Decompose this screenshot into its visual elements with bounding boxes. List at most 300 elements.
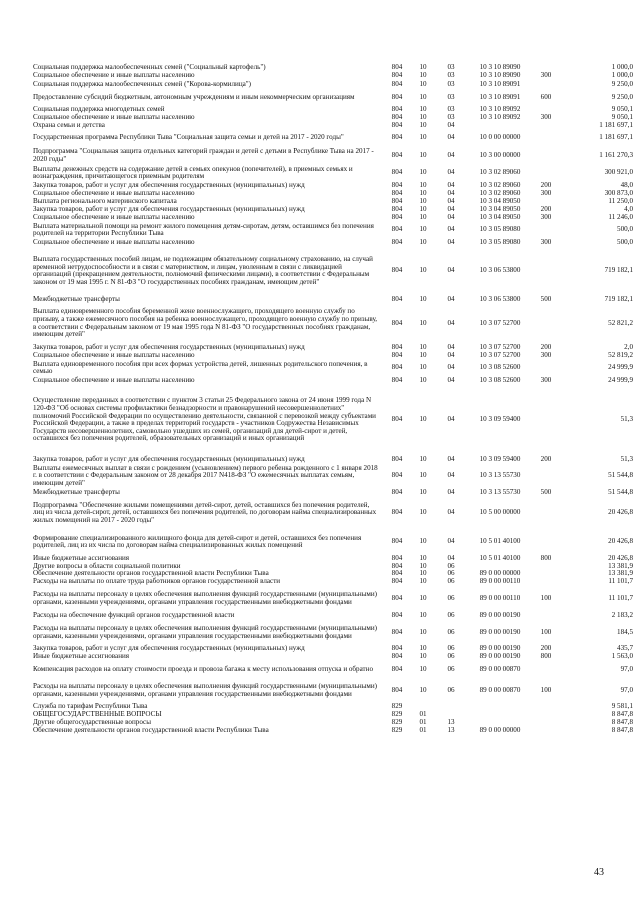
amount: 9 050,1: [611, 113, 633, 122]
admin-code: 804: [391, 79, 403, 88]
section-code: 10: [419, 644, 427, 653]
section-code: 10: [419, 105, 427, 114]
row-name: Компенсация расходов на оплату стоимости проезда и провоза багажа к месту использования отпуска и обратно: [33, 664, 373, 673]
subsection-code: 04: [447, 225, 455, 234]
section-code: 10: [419, 133, 427, 142]
table-row: [33, 114, 633, 122]
subsection-code: 04: [447, 196, 455, 205]
table-row: [33, 611, 633, 620]
table-row: [33, 352, 633, 360]
section-code: 10: [419, 150, 427, 159]
row-name: Социальное обеспечение и иные выплаты населению: [33, 188, 195, 197]
section-code: 10: [419, 266, 427, 275]
amount: 13 381,9: [608, 569, 633, 578]
amount: 51,3: [620, 454, 633, 463]
amount: 52 819,2: [608, 350, 633, 359]
amount: 435,7: [617, 644, 633, 653]
target-item-code: 10 3 09 59400: [479, 415, 521, 424]
subsection-code: 06: [447, 652, 455, 661]
amount: 11 101,7: [608, 577, 633, 586]
amount: 11 250,0: [608, 196, 633, 205]
admin-code: 804: [391, 644, 403, 653]
section-code: 10: [419, 487, 427, 496]
target-item-code: 10 3 05 89080: [479, 225, 521, 234]
expense-type-code: 800: [540, 652, 552, 661]
subsection-code: 03: [447, 71, 455, 80]
expense-type-code: 500: [540, 294, 552, 303]
section-code: 10: [419, 180, 427, 189]
subsection-code: 03: [447, 105, 455, 114]
admin-code: 804: [391, 237, 403, 246]
amount: 8 847,8: [611, 710, 633, 719]
admin-code: 804: [391, 415, 403, 424]
table-row: [33, 214, 633, 222]
admin-code: 804: [391, 537, 403, 546]
table-row: [33, 89, 633, 106]
admin-code: 804: [391, 196, 403, 205]
amount: 52 821,2: [608, 318, 633, 327]
section-code: 10: [419, 294, 427, 303]
amount: 2 183,2: [611, 610, 633, 619]
subsection-code: 03: [447, 63, 455, 72]
target-item-code: 10 3 07 52700: [479, 342, 521, 351]
admin-code: 829: [391, 702, 403, 711]
row-name: Иные бюджетные ассигнования: [33, 553, 130, 562]
table-row: [33, 489, 633, 497]
admin-code: 804: [391, 318, 403, 327]
target-item-code: 10 3 10 89092: [479, 105, 521, 114]
amount: 500,0: [617, 237, 633, 246]
section-code: 10: [419, 415, 427, 424]
section-code: 10: [419, 685, 427, 694]
target-item-code: 10 3 05 89080: [479, 237, 521, 246]
section-code: 10: [419, 375, 427, 384]
admin-code: 804: [391, 133, 403, 142]
amount: 1 181 697,1: [599, 133, 633, 142]
row-name: Выплата единовременного пособия беременной жене военнослужащего, проходящего военную службу по призыву, а также ежемесячного пособия на ребенка военнослужащего, проходящего военную службу по призыву, в соответствии с Федеральным законом от 19 мая 1995 года N 81-ФЗ "О государственных пособиях гражданам, имеющим детей": [33, 307, 378, 339]
target-item-code: 10 5 00 00000: [479, 508, 521, 517]
target-item-code: 10 3 09 59400: [479, 454, 521, 463]
amount: 97,0: [620, 664, 633, 673]
section-code: 10: [419, 63, 427, 72]
amount: 2,0: [624, 342, 633, 351]
amount: 13 381,9: [608, 561, 633, 570]
table-row: [33, 296, 633, 304]
section-code: 10: [419, 188, 427, 197]
admin-code: 804: [391, 487, 403, 496]
target-item-code: 10 3 10 89090: [479, 63, 521, 72]
admin-code: 804: [391, 664, 403, 673]
target-item-code: 10 3 10 89091: [479, 79, 521, 88]
row-name: Социальная поддержка многодетных семей: [33, 105, 165, 114]
amount: 24 999,9: [608, 375, 633, 384]
section-code: 10: [419, 204, 427, 213]
row-name: ОБЩЕГОСУДАРСТВЕННЫЕ ВОПРОСЫ: [33, 710, 162, 719]
section-code: 10: [419, 350, 427, 359]
target-item-code: 10 3 08 52600: [479, 363, 521, 372]
subsection-code: 04: [447, 342, 455, 351]
subsection-code: 13: [447, 718, 455, 727]
row-name: Охрана семьи и детства: [33, 121, 105, 129]
subsection-code: 04: [447, 168, 455, 177]
section-code: 10: [419, 121, 427, 129]
section-code: 10: [419, 652, 427, 661]
row-name: Государственная программа Республики Тыва "Социальная защита семьи и детей на 2017 - 2020 годы": [33, 133, 344, 142]
expense-type-code: 100: [540, 627, 552, 636]
row-name: Закупка товаров, работ и услуг для обеспечения государственных (муниципальных) нужд: [33, 342, 305, 351]
subsection-code: 06: [447, 569, 455, 578]
admin-code: 804: [391, 105, 403, 114]
amount: 1 000,0: [611, 71, 633, 80]
subsection-code: 04: [447, 133, 455, 142]
table-row: [33, 360, 633, 377]
target-item-code: 10 3 10 89090: [479, 71, 521, 80]
admin-code: 804: [391, 225, 403, 234]
admin-code: 829: [391, 710, 403, 719]
expense-type-code: 300: [540, 375, 552, 384]
subsection-code: 04: [447, 454, 455, 463]
row-name: Закупка товаров, работ и услуг для обеспечения государственных (муниципальных) нужд: [33, 204, 305, 213]
section-code: 10: [419, 627, 427, 636]
admin-code: 804: [391, 593, 403, 602]
subsection-code: 04: [447, 121, 455, 129]
target-item-code: 89 0 00 00190: [479, 610, 521, 619]
amount: 51,3: [620, 415, 633, 424]
subsection-code: 03: [447, 79, 455, 88]
admin-code: 804: [391, 553, 403, 562]
amount: 1 000,0: [611, 63, 633, 72]
row-name: Межбюджетные трансферты: [33, 487, 120, 496]
section-code: 10: [419, 92, 427, 101]
subsection-code: 06: [447, 610, 455, 619]
target-item-code: 10 3 07 52700: [479, 318, 521, 327]
target-item-code: 10 3 06 53800: [479, 266, 521, 275]
subsection-code: 04: [447, 508, 455, 517]
table-row: [33, 239, 633, 247]
row-name: Социальное обеспечение и иные выплаты населению: [33, 113, 195, 122]
section-code: 10: [419, 569, 427, 578]
subsection-code: 04: [447, 471, 455, 480]
section-code: 10: [419, 471, 427, 480]
amount: 97,0: [620, 685, 633, 694]
target-item-code: 10 3 04 89050: [479, 196, 521, 205]
expense-type-code: 200: [540, 204, 552, 213]
subsection-code: 04: [447, 375, 455, 384]
target-item-code: 10 3 04 89050: [479, 204, 521, 213]
section-code: 10: [419, 168, 427, 177]
admin-code: 804: [391, 652, 403, 661]
target-item-code: 10 3 13 55730: [479, 471, 521, 480]
section-code: 01: [419, 710, 427, 719]
admin-code: 804: [391, 180, 403, 189]
target-item-code: 10 3 07 52700: [479, 350, 521, 359]
subsection-code: 04: [447, 487, 455, 496]
amount: 9 250,0: [611, 92, 633, 101]
admin-code: 804: [391, 471, 403, 480]
table-row: [33, 377, 633, 385]
amount: 20 426,8: [608, 508, 633, 517]
row-name: Выплата единовременного пособия при всех формах устройства детей, лишенных родительского попечения, в семью: [33, 359, 368, 376]
target-item-code: 89 0 00 00000: [479, 726, 521, 735]
admin-code: 804: [391, 454, 403, 463]
section-code: 01: [419, 718, 427, 727]
target-item-code: 89 0 00 00110: [479, 593, 521, 602]
admin-code: 804: [391, 266, 403, 275]
amount: 11 246,0: [608, 212, 633, 221]
amount: 51 544,8: [608, 487, 633, 496]
admin-code: 804: [391, 508, 403, 517]
section-code: 10: [419, 593, 427, 602]
row-name: Служба по тарифам Республики Тыва: [33, 702, 148, 711]
expense-type-code: 100: [540, 593, 552, 602]
table-row: [33, 147, 633, 165]
subsection-code: 03: [447, 92, 455, 101]
row-name: Социальное обеспечение и иные выплаты населению: [33, 350, 195, 359]
subsection-code: 06: [447, 685, 455, 694]
expense-type-code: 600: [540, 92, 552, 101]
expense-type-code: 200: [540, 342, 552, 351]
subsection-code: 06: [447, 561, 455, 570]
admin-code: 804: [391, 92, 403, 101]
section-code: 10: [419, 577, 427, 586]
subsection-code: 04: [447, 180, 455, 189]
admin-code: 804: [391, 168, 403, 177]
subsection-code: 04: [447, 537, 455, 546]
subsection-code: 06: [447, 593, 455, 602]
table-row: [33, 678, 633, 703]
target-item-code: 89 0 00 00870: [479, 685, 521, 694]
row-name: Расходы на выплаты персоналу в целях обеспечения выполнения функций государственными (муниципальными) органами, казенными учреждениями, органами управления государственными внебюджетными фондами: [33, 682, 378, 698]
target-item-code: 10 3 02 89060: [479, 188, 521, 197]
amount: 184,5: [617, 627, 633, 636]
expense-type-code: 300: [540, 71, 552, 80]
section-code: 10: [419, 561, 427, 570]
amount: 1 563,0: [611, 652, 633, 661]
amount: 9 581,1: [611, 702, 633, 711]
admin-code: 804: [391, 577, 403, 586]
section-code: 10: [419, 610, 427, 619]
target-item-code: 89 0 00 00190: [479, 652, 521, 661]
table-row: [33, 456, 633, 464]
table-row: [33, 80, 633, 89]
amount: 51 544,8: [608, 471, 633, 480]
subsection-code: 04: [447, 350, 455, 359]
table-row: [33, 122, 633, 130]
subsection-code: 06: [447, 577, 455, 586]
amount: 20 426,8: [608, 537, 633, 546]
subsection-code: 04: [447, 318, 455, 327]
row-name: Межбюджетные трансферты: [33, 294, 120, 303]
row-name: Другие вопросы в области социальной политики: [33, 561, 181, 570]
target-item-code: 89 0 00 00870: [479, 664, 521, 673]
row-name: Предоставление субсидий бюджетным, автономным учреждениям и иным некоммерческим организациям: [33, 92, 355, 101]
row-name: Выплата государственных пособий лицам, не подлежащим обязательному социальному страхованию, на случай временной нетрудоспособности и в связи с материнством, и лицам, уволенным в связи с ликвидацией организаций (прекращением деятельности, полномочий физическими лицами), в соответствии с Федеральным законом от 19 мая 1995 г. N 81-ФЗ "О государственных пособиях гражданам, имеющим детей": [33, 254, 373, 286]
page-number: 43: [594, 867, 604, 878]
row-name: Подпрограмма "Обеспечение жилыми помещениями детей-сирот, детей, оставшихся без попечения родителей, лиц из числа детей-сирот, детей, оставшихся без попечения родителей, по договорам найма специализированных жилых помещений на 2017 - 2020 годы": [33, 500, 377, 524]
row-name: Расходы на обеспечение функций органов государственной власти: [33, 610, 235, 619]
target-item-code: 10 0 00 00000: [479, 133, 521, 142]
admin-code: 804: [391, 113, 403, 122]
table-row: [33, 247, 633, 296]
admin-code: 804: [391, 569, 403, 578]
target-item-code: 10 3 08 52600: [479, 375, 521, 384]
section-code: 10: [419, 537, 427, 546]
row-name: Обеспечение деятельности органов государственной власти Республики Тыва: [33, 569, 269, 578]
section-code: 10: [419, 664, 427, 673]
admin-code: 804: [391, 561, 403, 570]
table-row: [33, 653, 633, 661]
admin-code: 804: [391, 627, 403, 636]
target-item-code: 89 0 00 00190: [479, 627, 521, 636]
row-name: Социальное обеспечение и иные выплаты населению: [33, 375, 195, 384]
table-row: [33, 72, 633, 80]
admin-code: 804: [391, 71, 403, 80]
table-row: [33, 620, 633, 645]
row-name: Социальная поддержка малообеспеченных семей ("Социальный картофель"): [33, 63, 266, 72]
row-name: Иные бюджетные ассигнования: [33, 652, 130, 661]
table-row: [33, 661, 633, 678]
amount: 719 182,1: [604, 294, 633, 303]
table-row: [33, 727, 633, 735]
table-row: [33, 497, 633, 530]
amount: 24 999,9: [608, 363, 633, 372]
expense-type-code: 200: [540, 180, 552, 189]
admin-code: 804: [391, 150, 403, 159]
section-code: 10: [419, 318, 427, 327]
table-row: [33, 586, 633, 611]
amount: 1 181 697,1: [599, 121, 633, 129]
amount: 719 182,1: [604, 266, 633, 275]
section-code: 10: [419, 454, 427, 463]
target-item-code: 10 3 02 89060: [479, 180, 521, 189]
row-name: Закупка товаров, работ и услуг для обеспечения государственных (муниципальных) нужд: [33, 644, 305, 653]
admin-code: 804: [391, 63, 403, 72]
subsection-code: 06: [447, 627, 455, 636]
target-item-code: 10 3 02 89060: [479, 168, 521, 177]
subsection-code: 04: [447, 212, 455, 221]
row-name: Расходы на выплаты персоналу в целях обеспечения выполнения функций государственными (муниципальными) органами, казенными учреждениями, органами управления государственными внебюджетными фондами: [33, 624, 378, 640]
table-row: [33, 578, 633, 586]
expense-type-code: 300: [540, 188, 552, 197]
target-item-code: 10 3 13 55730: [479, 487, 521, 496]
section-code: 10: [419, 71, 427, 80]
admin-code: 804: [391, 121, 403, 129]
table-row: [33, 385, 633, 456]
target-item-code: 10 3 06 53800: [479, 294, 521, 303]
admin-code: 804: [391, 342, 403, 351]
row-name: Закупка товаров, работ и услуг для обеспечения государственных (муниципальных) нужд: [33, 180, 305, 189]
amount: 300 921,0: [604, 168, 633, 177]
amount: 8 847,8: [611, 718, 633, 727]
subsection-code: 04: [447, 294, 455, 303]
target-item-code: 89 0 00 00000: [479, 569, 521, 578]
target-item-code: 10 3 10 89091: [479, 92, 521, 101]
admin-code: 804: [391, 375, 403, 384]
subsection-code: 04: [447, 553, 455, 562]
admin-code: 829: [391, 718, 403, 727]
row-name: Социальное обеспечение и иные выплаты населению: [33, 212, 195, 221]
section-code: 10: [419, 212, 427, 221]
expense-type-code: 200: [540, 644, 552, 653]
target-item-code: 10 3 00 00000: [479, 150, 521, 159]
subsection-code: 04: [447, 415, 455, 424]
row-name: Осуществление переданных в соответствии с пунктом 3 статьи 25 Федерального закона от 24 июня 1999 года N 120-ФЗ "Об основах системы профилактики безнадзорности и правонарушений несовершеннолетних" полномочий Российской Федерации по осуществлению деятельности, связанной с перевозкой между субъектами Российской Федерации, а также в пределах территорий государств - участников Содружества Независимых Государств несовершеннолетних, самовольно ушедших из семей, организаций для детей-сирот и детей, оставшихся без попечения родителей, образовательных организаций и иных организаций: [33, 396, 376, 443]
row-name: Расходы на выплаты по оплате труда работников органов государственной власти: [33, 577, 281, 586]
section-code: 10: [419, 113, 427, 122]
admin-code: 804: [391, 610, 403, 619]
admin-code: 804: [391, 204, 403, 213]
target-item-code: 10 5 01 40100: [479, 537, 521, 546]
row-name: Расходы на выплаты персоналу в целях обеспечения выполнения функций государственными (муниципальными) органами, казенными учреждениями, органами управления государственными внебюджетными фондами: [33, 590, 378, 606]
row-name: Выплата материальной помощи на ремонт жилого помещения детям-сиротам, детям, оставшимся без попечения родителей на территории Республики Тыва: [33, 221, 374, 238]
section-code: 10: [419, 363, 427, 372]
amount: 8 847,8: [611, 726, 633, 735]
row-name: Социальное обеспечение и иные выплаты населению: [33, 71, 195, 80]
admin-code: 804: [391, 294, 403, 303]
row-name: Обеспечение деятельности органов государственной власти Республики Тыва: [33, 726, 269, 735]
section-code: 10: [419, 237, 427, 246]
section-code: 10: [419, 196, 427, 205]
expense-type-code: 300: [540, 350, 552, 359]
subsection-code: 06: [447, 644, 455, 653]
expense-type-code: 200: [540, 454, 552, 463]
admin-code: 829: [391, 726, 403, 735]
admin-code: 804: [391, 685, 403, 694]
amount: 48,0: [620, 180, 633, 189]
subsection-code: 04: [447, 363, 455, 372]
amount: 1 161 270,3: [599, 150, 633, 159]
row-name: Выплата регионального материнского капитала: [33, 196, 177, 205]
subsection-code: 13: [447, 726, 455, 735]
subsection-code: 06: [447, 664, 455, 673]
table-row: [33, 130, 633, 147]
expense-type-code: 100: [540, 685, 552, 694]
admin-code: 804: [391, 350, 403, 359]
admin-code: 804: [391, 212, 403, 221]
subsection-code: 04: [447, 266, 455, 275]
subsection-code: 04: [447, 204, 455, 213]
section-code: 10: [419, 508, 427, 517]
amount: 20 426,8: [608, 553, 633, 562]
budget-table: [33, 64, 633, 735]
row-name: Другие общегосударственные вопросы: [33, 718, 151, 727]
amount: 4,0: [624, 204, 633, 213]
amount: 500,0: [617, 225, 633, 234]
row-name: Социальное обеспечение и иные выплаты населению: [33, 237, 195, 246]
row-name: Подпрограмма "Социальная защита отдельных категорий граждан и детей с детьми в Республике Тыва на 2017 - 2020 годы": [33, 147, 374, 163]
target-item-code: 10 5 01 40100: [479, 553, 521, 562]
amount: 11 101,7: [608, 593, 633, 602]
subsection-code: 04: [447, 150, 455, 159]
expense-type-code: 300: [540, 237, 552, 246]
subsection-code: 04: [447, 188, 455, 197]
admin-code: 804: [391, 188, 403, 197]
row-name: Выплаты денежных средств на содержание детей в семьях опекунов (попечителей), в приемных семьях и вознаграждения, причитающегося приемным родителям: [33, 164, 353, 181]
expense-type-code: 500: [540, 487, 552, 496]
amount: 300 873,0: [604, 188, 633, 197]
row-name: Закупка товаров, работ и услуг для обеспечения государственных (муниципальных) нужд: [33, 454, 305, 463]
row-name: Выплаты ежемесячных выплат в связи с рождением (усыновлением) первого ребенка рожденного с 1 января 2018 г. в соответствии с Федеральным законом от 28 декабря 2017 N418-ФЗ "О ежемесячных выплатах семьям, имеющим детей": [33, 463, 378, 487]
section-code: 01: [419, 726, 427, 735]
section-code: 10: [419, 225, 427, 234]
section-code: 10: [419, 342, 427, 351]
table-row: [33, 530, 633, 555]
table-row: [33, 464, 633, 489]
subsection-code: 04: [447, 237, 455, 246]
row-name: Социальная поддержка малообеспеченных семей ("Корова-кормилица"): [33, 79, 252, 88]
target-item-code: 10 3 04 89050: [479, 212, 521, 221]
table-row: [33, 304, 633, 344]
